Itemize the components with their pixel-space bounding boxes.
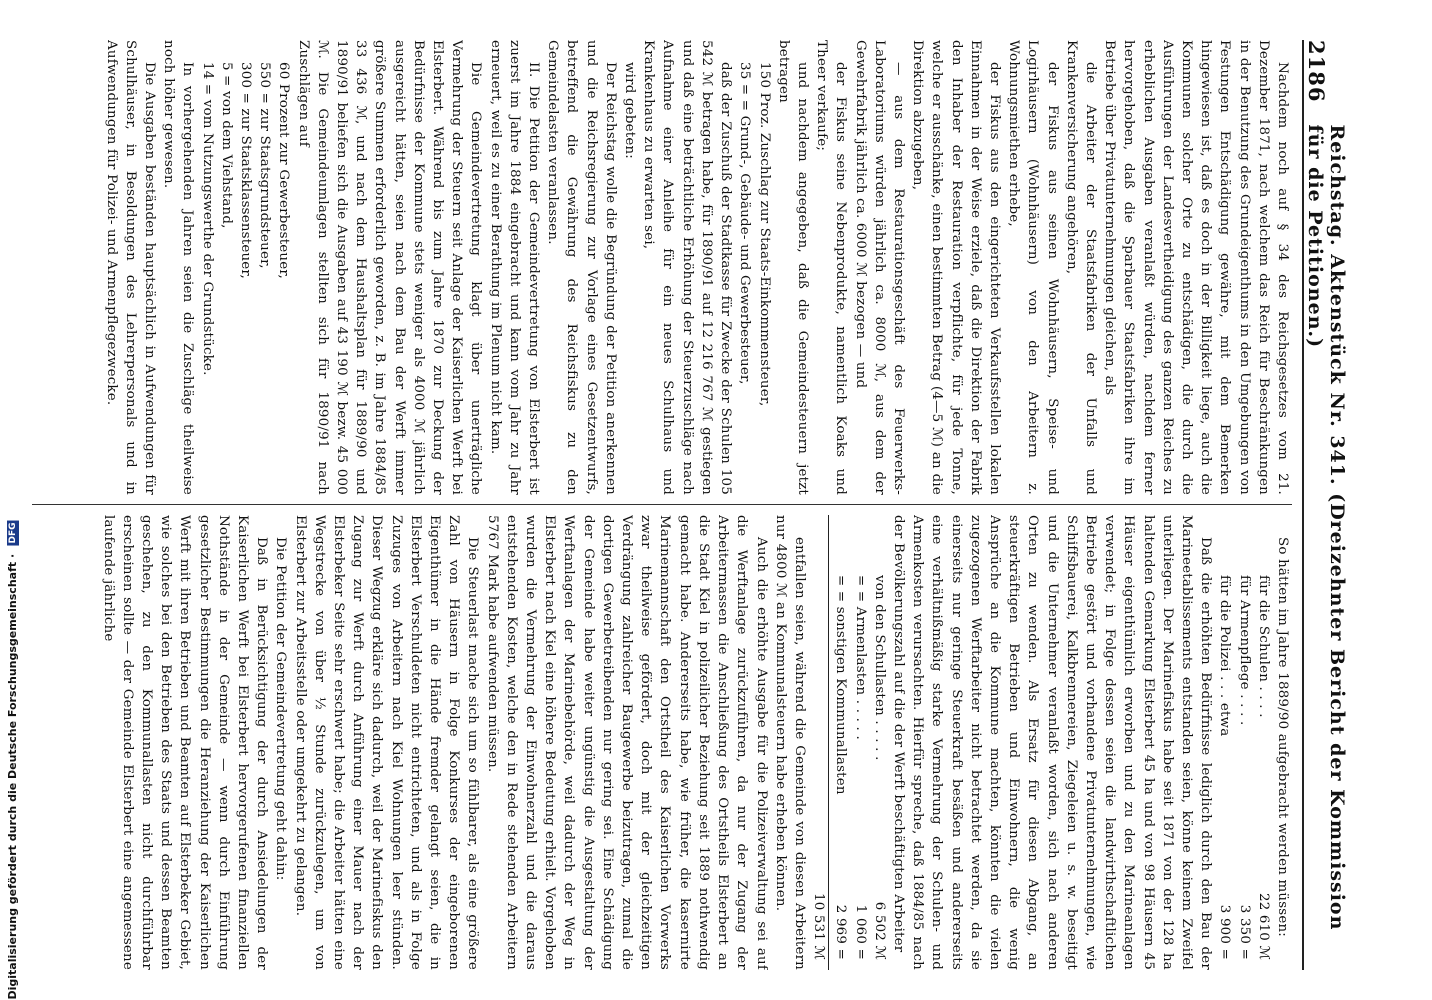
digitization-credit [0,0,24,1000]
stat-label: für Armenpflege . . . . [1236,575,1252,726]
paragraph: wird gebeten: [622,62,638,160]
paragraph: Die Steuerlast mache sich um so fühlbarer, als eine größere Zahl von Häusern in Folge Konkurses der eingeborenen Eigenthümer in die Hände fremder gelangt seien, die in Elsterbert Verschuldeten nicht entrichteten, und als in Folge Zuzuges von Arbeitern nach Kiel Wohnungen leer stünden. Dieser Wegzug erkläre sich dadurch, weil der Marinefiskus den Zugang zur Werft durch Anführung einer Mauer nach der Elsterbeker Seite sehr erschwert habe; die Arbeiter hätten eine Wegstrecke von über ½ Stunde zurückzulegen, um von Elsterbert zur Arbeitsstelle oder umgekehrt zu gelangen. [292,515,481,970]
text-columns [32,40,1292,970]
stat-row [850,515,869,970]
stat-value: 1 060 = [852,904,868,960]
paragraph: Nachdem noch auf § 34 des Reichsgesetzes vom 21. Dezember 1871, nach welchem das Reich für Beschränkungen in der Benutzung des Grundeigenthums in den Umgebungen von Festungen Entschädigung gewähre, mit dem Bemerken hingewiesen ist, daß es doch in der Billigkeit liege, auch die Kommunen solcher Orte zu entschädigen, die durch die Ausführungen der Landesvertheidigung des ganzen Reiches zu erheblichen Ausgaben veranlaßt würden, nachdem ferner hervorgehoben, daß die Sparbauer Staatsfabriken ihre im Betriebe über Privatunternehmungen gleichen, als [1102,40,1290,495]
left-column [32,40,1292,495]
stat-row [1215,515,1234,970]
page-header [1302,40,1348,970]
stat-label: für die Polizei . . . etwa [1217,575,1233,737]
paragraph: Der Reichstag wolle die Begründung der Petition anerkennen und die Reichsregierung zur Vorlage eines Gesetzentwurfs, betreffend die Gewährung des Reichsfiskus zu den Gemeindelasten veranlassen. [545,40,618,495]
right-column [32,515,1292,970]
paragraph: Die Petition der Gemeindevertretung geht dahin: [273,537,289,881]
paragraph: 150 Proz. Zuschlag zur Staats-Einkommensteuer, [756,62,772,407]
paragraph: der Fiskus aus seinen Wohnhäusern, Speise- und Logirhäusern (Wohnhäusern) von den Arbeitern z. Wohnungsmiethen erhebe, [1006,40,1060,495]
stat-value: 2 969 = [833,904,849,960]
credit-text: Digitalisierung gefördert durch die Deutsche Forschungsgemeinschaft · DFG [5,523,19,1000]
paragraph: In vorhergehenden Jahren seien die Zuschläge theilweise noch höher gewesen. [161,40,196,495]
stat-value: 3 350 = [1236,904,1252,960]
paragraph: Die Gemeindevertretung klagt über unerträgliche Vermehrung der Steuern seit Anlage der Kaiserlichen Werft bei Elsterbert. Während bis zum Jahre 1870 zur Deckung der Bedürfnisse der Kommune stets weniger als 4000 ℳ jährlich ausgereicht hätten, seien nach dem Bau der Werft immer größere Summen erforderlich geworden, z. B. im Jahre 1884/85 33 436 ℳ, und nach dem Haushaltsplan für 1889/90 und 1890/91 beliefen sich die Ausgaben auf 43 190 ℳ bezw. 45 000 ℳ. Die Gemeindeumlagen stellten sich für 1890/91 nach Zuschlägen auf [295,40,484,495]
page-title: Reichstag. Aktenstück Nr. 341. (Dreizehnter Bericht der Kommission für die Petitionen.) [1304,124,1348,931]
paragraph: Die Ausgaben beständen hauptsächlich in Aufwendungen für Schulhäuser, in Besoldungen des Lehrerpersonals und in Aufwendungen für Polizei- und Armenpflegezwecke. [103,40,158,495]
stat-value: 22 610 ℳ [1255,892,1271,960]
stat-value: 3 900 = [1217,904,1233,960]
paragraph: 5 = von dem Viehstand, [218,62,234,229]
stat-value: 6 502 ℳ [871,901,887,960]
stat-row [1254,515,1273,970]
stat-label: für die Schulen . . . . [1255,575,1271,718]
paragraph: daß der Zuschuß der Stadtkasse für Zwecke der Schulen 105 542 ℳ betragen habe, für 1890/91 auf 12 216 767 ℳ gestiegen und daß eine beträchtliche Erhöhung der Steuerzuschläge nach Aufnahme einer Anleihe für ein neues Schulhaus und Krankenhaus zu erwarten sei, [641,40,734,495]
paragraph: II. Die Petition der Gemeindevertretung von Elsterbert ist zuerst im Jahre 1884 eingebracht und kann vom Jahr zu Jahr erneuert, weil es zu einer Berathung im Plenum nicht kam. [487,40,542,495]
paragraph: und nachdem angegeben, daß die Gemeindesteuern jetzt betragen [775,40,810,495]
column-divider [32,495,1292,515]
paragraph: Daß in Berücksichtigung der durch Ansiedelungen der Kaiserlichen Werft bei Elsterbert hervorgerufenen finanziellen Nothstände in der Gemeinde — wenn durch Einführung gesetzlicher Bestimmungen die Heranziehung der Kaiserlichen Werft mit ihren Betrieben und Beamten auf Elsterbeker Gebiet, wie solches bei den Betrieben des Staats und dessen Beamten geschehen, zu den Kommunallasten nicht durchführbar erscheinen sollte — der Gemeinde Elsterbert eine angemessene laufende jährliche [100,515,270,970]
paragraph: der Fiskus aus den eingerichteten Verkaufsstellen lokalen Einnahmen in der Weise erziele, daß die Direktion der Fabrik den Inhaber der Restauration verpflichte, für jede Tonne, welche er ausschänke, einen bestimmten Betrag (4—5 ℳ) an die Direktion abzugeben, [910,40,1002,495]
stat-label: = = sonstigen Kommunallasten [833,575,849,795]
paragraph: 35 = = Grund-, Gebäude- und Gewerbesteuer, [737,62,753,385]
paragraph: 300 = zur Staatsklassensteuer, [238,62,254,279]
stat-label: = = Armenlasten . . . . . [852,575,868,740]
paragraph: Daß die erhöhten Bedürfnisse lediglich durch den Bau der Marineetablissements entstanden seien, könne keinem Zweifel unterliegen. Der Marinefiskus habe seit 1871 von der 128 ha haltenden Gemarkung Elsterbert 45 ha und von 98 Häusern 45 Häuser eigenthümlich erworben und zu den Marineanlagen verwendet; in Folge dessen seien die landwirthschaftlichen Betriebe gestört und vorhandene Privatunternehmungen, wie Schiffsbauerei, Kalkbrennereien, Ziegeleien u. s. w. beseitigt und die Unternehmer veranlaßt worden, sich nach anderen Orten zu wenden. Als Ersatz für diesen Abgang, an steuerkräftigen Betrieben und Einwohnern, die wenig Ansprüche an die Kommune machten, könnten die vielen zugezogenen Werftarbeiter nicht betrachtet werden, da sie einerseits nur geringe Steuerkraft besäßen und andererseits eine verhältnißmäßig starke Vermehrung der Schulen- und Armenkosten verursachten. Hierfür spreche, daß 1884/85 nach der Bevölkerungszahl auf die der Werft beschäftigten Arbeiter [890,515,1214,970]
stat-total-value: 10 531 ℳ [811,892,827,960]
page-number: 2186 [1304,40,1329,103]
paragraph: So hätten im Jahre 1889/90 aufgebracht werden müssen: [1275,537,1290,938]
stat-row [1234,515,1253,970]
document-page [10,0,1380,1000]
dfg-logo: DFG [7,523,18,545]
stat-total [809,515,829,970]
paragraph: 550 = zur Staatsgrundsteuer, [257,62,273,269]
paragraph: Auch die erhöhte Ausgabe für die Polizeiverwaltung sei auf die Werftanlage zurückzuführen, da nur der Zugang der Arbeitermassen die Anschließung des Ortstheils Elsterbert an die Stadt Kiel in polizeilicher Beziehung seit 1889 nothwendig gemacht habe. Andererseits habe, wie früher, die kasernirte Marinemannschaft den Ortstheil des Kaiserlichen Vorwerks zwar theilweise gefördert, doch mit der gleichzeitigen Verdrängung zahlreicher Baugewerbe beizutragen, zumal die dortigen Gewerbetreibenden nur gering sei. Eine Schädigung der Gemeinde habe weiter ungünstig die Ausgestaltung der Werftanlagen der Marinebehörde, weil dadurch der Weg in Elsterbert nach Kiel eine höhere Bedeutung erhielt. Vorgehoben wurden die Vermehrung der Einwohnerzahl und die daraus entstehenden Kosten, welche den in Rede stehenden Arbeitern 5767 Mark habe aufwenden müssen. [484,515,769,970]
paragraph: die Arbeiter der Staatsfabriken der Unfalls und Krankenversicherung angehören, [1063,40,1098,495]
stat-row [831,515,850,970]
stat-label: von den Schullasten . . . . . [871,575,887,761]
paragraph: — aus dem Restaurationsgeschäft des Feuerwerks-Laboratoriums würden jährlich ca. 8000 ℳ, aus dem der Gewehrfabrik jährlich ca. 6000 ℳ bezogen — und [852,40,906,495]
stat-row [870,515,889,970]
paragraph: 14 = vom Nutzungswerthe der Grundstücke. [199,62,215,376]
paragraph: der Fiskus seine Nebenprodukte, namentlich Koaks und Theer verkaufe; [814,40,849,495]
paragraph: 60 Prozent zur Gewerbesteuer, [276,62,292,279]
paragraph: entfallen seien, während die Gemeinde von diesen Arbeitern nur 4800 ℳ an Kommunalsteuern habe erheben können. [772,515,807,970]
